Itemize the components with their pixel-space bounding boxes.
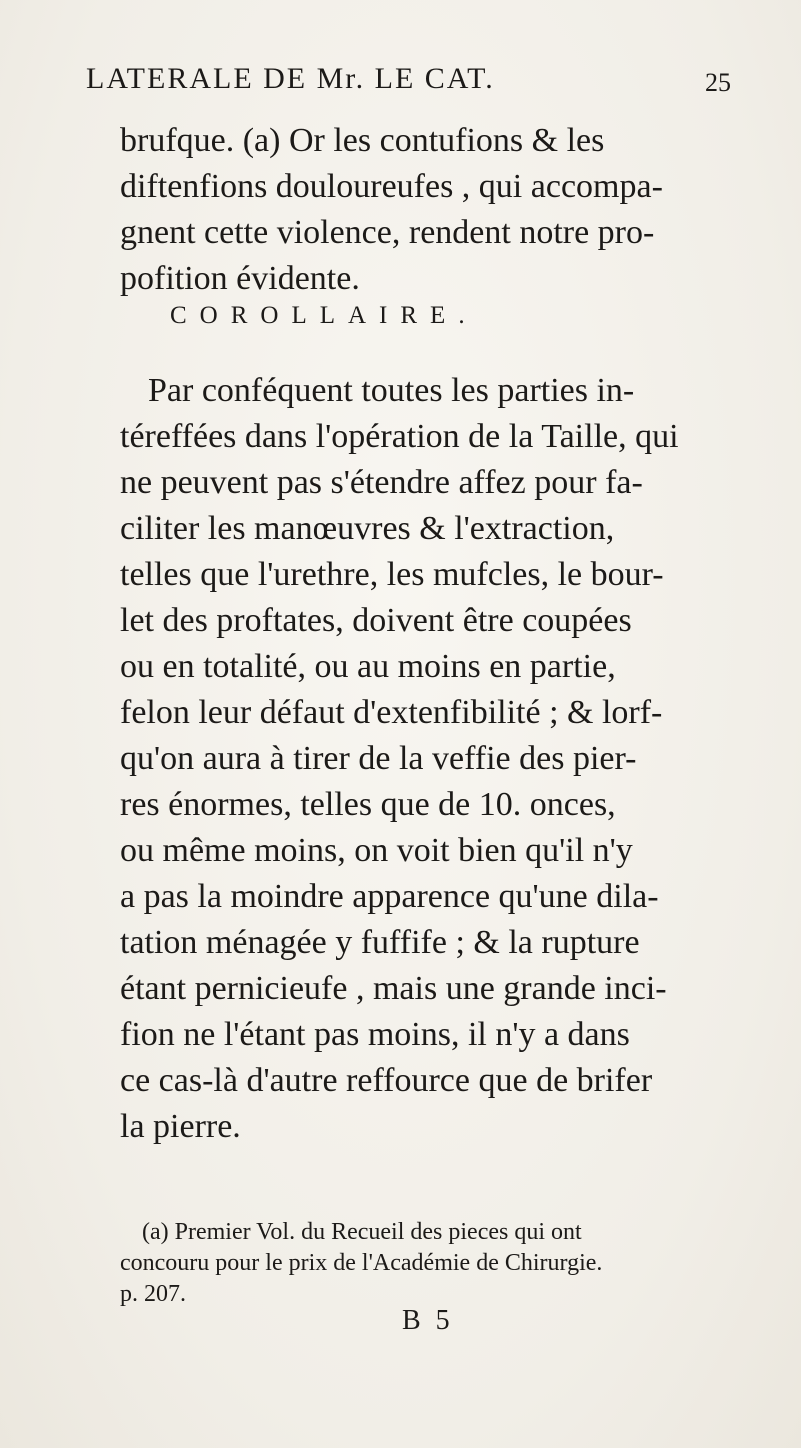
section-title: COROLLAIRE. — [170, 302, 478, 329]
text-line: felon leur défaut d'extenfibilité ; & lorf- — [120, 694, 663, 731]
text-line: gnent cette violence, rendent notre pro- — [120, 214, 655, 251]
text-line: res énormes, telles que de 10. onces, — [120, 786, 616, 823]
footnote-line: (a) Premier Vol. du Recueil des pieces qui ont — [142, 1219, 582, 1245]
text-line: brufque. (a) Or les contufions & les — [120, 122, 605, 159]
text-line: let des proftates, doivent être coupées — [120, 602, 632, 639]
text-line: qu'on aura à tirer de la veffie des pier- — [120, 740, 637, 777]
paragraph-2 — [120, 368, 780, 1150]
text-line: Par conféquent toutes les parties in- — [148, 372, 635, 409]
text-line: ne peuvent pas s'étendre affez pour fa- — [120, 464, 643, 501]
page-header — [86, 62, 731, 102]
text-line: ou même moins, on voit bien qu'il n'y — [120, 832, 633, 869]
text-line: téreffées dans l'opération de la Taille, qui — [120, 418, 679, 455]
text-line: ce cas-là d'autre reffource que de brifer — [120, 1062, 653, 1099]
text-line: ciliter les manœuvres & l'extraction, — [120, 510, 615, 547]
text-line: tation ménagée y fuffife ; & la rupture — [120, 924, 640, 961]
paragraph-1 — [120, 118, 780, 302]
text-line: telles que l'urethre, les mufcles, le bour- — [120, 556, 664, 593]
footnote-line: concouru pour le prix de l'Académie de Chirurgie. — [120, 1250, 603, 1276]
text-line: ou en totalité, ou au moins en partie, — [120, 648, 616, 685]
text-line: étant pernicieufe , mais une grande inci- — [120, 970, 667, 1007]
text-line: pofition évidente. — [120, 260, 360, 297]
text-line: fion ne l'étant pas moins, il n'y a dans — [120, 1016, 630, 1053]
footnote-line: p. 207. — [120, 1281, 186, 1307]
text-line: la pierre. — [120, 1108, 241, 1145]
text-line: diftenfions douloureufes , qui accompa- — [120, 168, 663, 205]
page-number: 25 — [705, 68, 731, 97]
signature-mark: B 5 — [402, 1305, 454, 1336]
text-line: a pas la moindre apparence qu'une dila- — [120, 878, 659, 915]
running-title: LATERALE DE Mr. LE CAT. — [86, 62, 495, 95]
footnote — [120, 1217, 780, 1310]
